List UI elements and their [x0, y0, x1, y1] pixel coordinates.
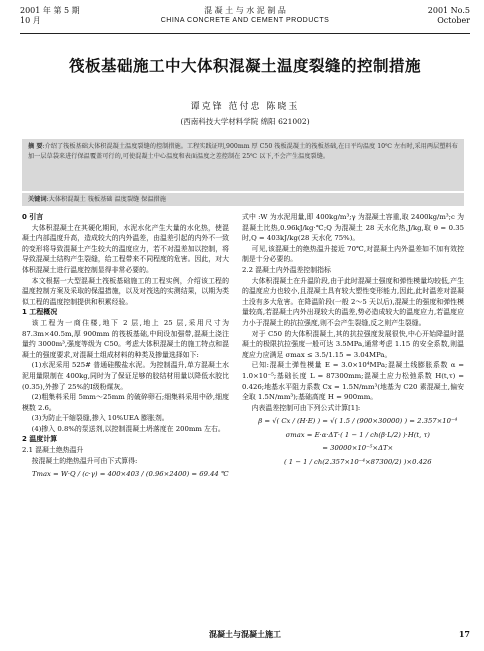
body-paragraph: 大体积混凝土在升温阶段,由于此时混凝土强度和弹性模量均较低,产生的温度应力也较小,且混凝土具有较大塑性变形能力,因此,此时温差对混凝土没有多大危害。在降温阶段(一般 2～5 天以后),混凝土的强度和弹性模量较高,若混凝土内外出现较大的温差,势必造成较大的温度应力,若温度应力小于混凝土的抗拉强度,则不会产生裂缝,反之则产生裂缝。 — [242, 276, 464, 327]
right-column — [242, 212, 464, 471]
section-heading: 2 温度计算 — [22, 435, 58, 444]
header-number-no: 2001 No.5 — [427, 6, 470, 15]
keywords-text: :大体积混凝土 筏板基础 温度裂缝 保温措施 — [46, 196, 166, 203]
abstract-box — [22, 139, 464, 191]
header-journal-cn: 混 凝 土 与 水 泥 制 品 — [204, 6, 286, 15]
footer-journal: 混凝土与混凝土施工 — [209, 630, 281, 639]
running-header — [20, 6, 470, 34]
keywords-label: 关键词 — [28, 196, 47, 203]
header-number-month: October — [437, 16, 470, 25]
left-column — [22, 212, 229, 483]
section-heading: 0 引言 — [22, 213, 44, 221]
equation: = 30000×10⁻⁵×ΔT× — [322, 444, 394, 453]
subsection-paragraph: 2.1 混凝土绝热温升 — [22, 446, 84, 455]
keywords-box — [22, 193, 464, 206]
equation: σmax = E·α·ΔT·( 1 − 1 / ch(β·L/2) )·H(t, τ) — [285, 430, 430, 439]
body-paragraph: 大体积混凝土在其硬化期间，水泥水化产生大量的水化热，使混凝土内部温度升高，造成较大的内外温差，由温差引起的内外不一致的变形将导致混凝土产生较大的温度应力，若不对温差加以控制，将导致混凝土结构产生裂缝，给工程带来不同程度的危害。因此，对大体积混凝土进行温度控制显得非常必要的。 — [22, 223, 229, 274]
body-paragraph: (3)为防止干缩裂缝,掺入 10%UEA 膨胀剂。 — [31, 414, 169, 423]
body-paragraph: 可见,该混凝土的绝热温升接近 70℃,对混凝土内外温差如不加有效控制是十分必要的。 — [242, 244, 464, 264]
section-heading: 1 工程概况 — [22, 308, 58, 317]
abstract-text: :介绍了筏板基础大体积混凝土温度裂缝的控制措施。工程实践证明,900mm 厚 C50 筏板混凝土的筏板基础,在日平均温度 10℃ 左右时,采用两层塑料布加一层草袋来进行保温覆盖可行的,可使混凝土中心温度和表面温度之差控制在 25℃ 以下,不会产生温度裂缝。 — [28, 143, 458, 160]
paper-affiliation: (西南科技大学材料学院 绵阳 621002) — [180, 117, 310, 126]
body-paragraph: (4)掺入 0.8%的泵送剂,以控制混凝土坍落度在 200mm 左右。 — [31, 424, 225, 433]
subsection-paragraph: 2.2 混凝土内外温差控制指标 — [242, 265, 331, 274]
body-paragraph: (2)粗集料采用 5mm～25mm 的破碎卵石;细集料采用中砂,细度模数 2.6。 — [22, 393, 229, 412]
body-paragraph: 对于 C50 的大体积混凝土,其的抗拉强度发展很快,中心开始降温时混凝土的极限抗拉强度一般可达 3.5MPa,通常考虑 1.15 的安全系数,则温度应力应满足 σmax ≤ 3.5/1.15 = 3.04MPa。 — [242, 329, 464, 359]
body-paragraph: 该工程为一商住楼,地下 2 层,地上 25 层,采用尺寸为 87.3m×40.5m,厚 900mm 的筏板基础,中间设加强带,混凝土浇注量约 3000m³,强度等级为 C50。考虑大体积混凝土的施工特点和混凝土的强度要求,对混凝土组成材料的种类及掺量选择如下: — [22, 318, 229, 359]
equation: β = √( Cx / (H·E) ) = √( 1.5 / (900×30000) ) = 2.357×10⁻⁴ — [258, 417, 458, 426]
header-number — [428, 6, 470, 26]
subsection-paragraph: 式中 :W 为水泥用量,即 400kg/m³;γ 为混凝土容重,取 2400kg/m³;c 为混凝土比热,0.96kJ/kg·℃;Q 为混凝土 28 天水化热,J/kg,取 θ = 0.35 时,Q = 403kJ/kg(28 天水化 75%)。 — [242, 213, 464, 243]
body-paragraph: 已知:混凝土弹性模量 E = 3.0×10⁴MPa;混凝土线膨胀系数 α = 1.0×10⁻⁵;基础长度 L = 87300mm;混凝土应力松弛系数 H(t,τ) = 0.426;地基水平阻力系数 Cx = 1.5N/mm³(地基为 C20 素混凝土,偏安全取 1.5N/mm³);基础高度 H = 900mm。 — [242, 361, 464, 402]
paper-title: 筏板基础施工中大体积混凝土温度裂缝的控制措施 — [68, 57, 421, 75]
body-paragraph: 本文根据一大型混凝土筏板基础施工的工程实例，介绍该工程的温度控制方案及采取的保温措施，以及对筏选的实测结果，以期为类似工程的温度控制提供和积累经验。 — [22, 276, 229, 306]
body-paragraph: (1)水泥采用 525# 普通硅酸盐水泥。为控制温升,单方混凝土水泥用量限制在 400kg,同时为了保证足够的胶结材用量以降低水胶比(0.35),外掺了 25%的Ⅰ级粉煤灰。 — [22, 361, 229, 391]
header-journal — [20, 6, 470, 26]
page-number: 17 — [458, 629, 470, 639]
equation: ( 1 − 1 / ch(2.357×10⁻⁴×87300/2) )×0.426 — [283, 458, 432, 467]
body-paragraph: 按混凝土的绝热温升可由下式算得: — [31, 456, 138, 465]
header-journal-en: CHINA CONCRETE AND CEMENT PRODUCTS — [160, 17, 330, 24]
header-issue-month: 10 月 — [20, 16, 41, 25]
abstract-label: 摘 要 — [28, 143, 43, 150]
body-paragraph: 内表温差控制可由下列公式计算[1]: — [251, 403, 361, 412]
paper-authors: 谭克锋 范付忠 陈晓玉 — [190, 102, 300, 112]
equation: Tmax = W·Q / (c·γ) = 400×403 / (0.96×2400) = 69.44 ℃ — [32, 470, 229, 479]
page-footer — [20, 629, 470, 643]
header-issue-year: 2001 年 第 5 期 — [20, 6, 80, 15]
